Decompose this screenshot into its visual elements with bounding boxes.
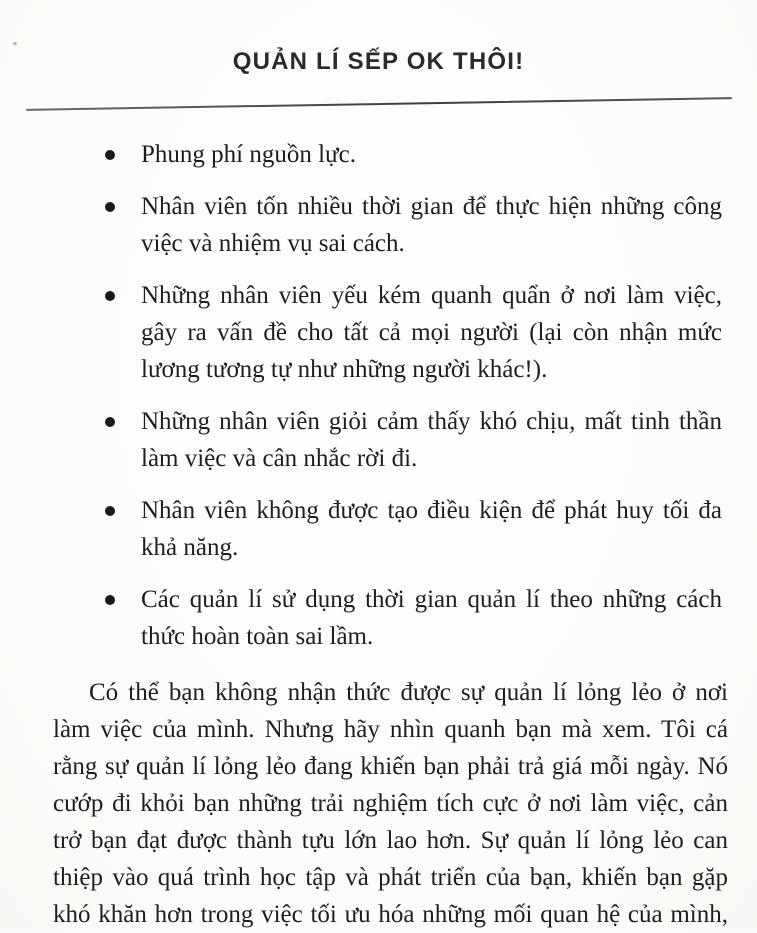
paragraph-line: trở bạn đạt được thành tựu lớn lao hơn. Sự quản lí lỏng lẻo can — [53, 827, 728, 854]
bullet-icon — [105, 506, 115, 516]
paragraph-line: rằng sự quản lí lỏng lẻo đang khiến bạn phải trả giá mỗi ngày. Nó — [53, 753, 728, 780]
list-item — [53, 188, 728, 262]
page-content — [53, 136, 728, 933]
list-item — [53, 277, 728, 388]
list-item — [53, 136, 728, 173]
list-item-line: Các quản lí sử dụng thời gian quản lí theo những cách — [141, 586, 722, 613]
list-item-line: Nhân viên không được tạo điều kiện để phát huy tối đa — [141, 497, 722, 524]
list-item-line: gây ra vấn đề cho tất cả mọi người (lại còn nhận mức — [141, 319, 722, 346]
list-item — [53, 581, 728, 655]
list-item — [53, 492, 728, 566]
list-item-text — [141, 581, 722, 655]
header-rule-divider — [26, 97, 732, 111]
bullet-icon — [105, 417, 115, 427]
list-item-line: lương tương tự như những người khác!). — [141, 356, 548, 383]
list-item-line: Những nhân viên giỏi cảm thấy khó chịu, mất tinh thần — [141, 408, 722, 435]
list-item-line: Những nhân viên yếu kém quanh quẩn ở nơi làm việc, — [141, 282, 722, 309]
list-item-text — [141, 403, 722, 477]
paragraph-line: khó khăn hơn trong việc tối ưu hóa những mối quan hệ của mình, — [53, 901, 728, 928]
bullet-icon — [105, 150, 115, 160]
list-item-text — [141, 136, 722, 173]
body-paragraph — [53, 674, 728, 933]
paragraph-line: Có thể bạn không nhận thức được sự quản lí lỏng lẻo ở nơi — [89, 679, 728, 706]
list-item-text — [141, 188, 722, 262]
scan-speck — [13, 42, 17, 45]
bullet-icon — [105, 291, 115, 301]
list-item-text — [141, 277, 722, 388]
list-item-text — [141, 492, 722, 566]
list-item — [53, 403, 728, 477]
paragraph-line: thiệp vào quá trình học tập và phát triển của bạn, khiến bạn gặp — [53, 864, 728, 891]
list-item-line: làm việc và cân nhắc rời đi. — [141, 445, 418, 472]
page-title: QUẢN LÍ SẾP OK THÔI! — [232, 47, 525, 76]
bullet-icon — [105, 202, 115, 212]
list-item-line: thức hoàn toàn sai lầm. — [141, 623, 374, 650]
list-item-line: việc và nhiệm vụ sai cách. — [141, 230, 405, 257]
list-item-line: Nhân viên tốn nhiều thời gian để thực hiện những công — [141, 193, 722, 220]
bullet-icon — [105, 595, 115, 605]
list-item-line: Phung phí nguồn lực. — [141, 141, 356, 168]
paragraph-line: làm việc của mình. Nhưng hãy nhìn quanh bạn mà xem. Tôi cá — [53, 716, 728, 743]
list-item-line: khả năng. — [141, 534, 239, 561]
bullet-list — [53, 136, 728, 655]
paragraph-line: cướp đi khỏi bạn những trải nghiệm tích cực ở nơi làm việc, cản — [53, 790, 728, 817]
